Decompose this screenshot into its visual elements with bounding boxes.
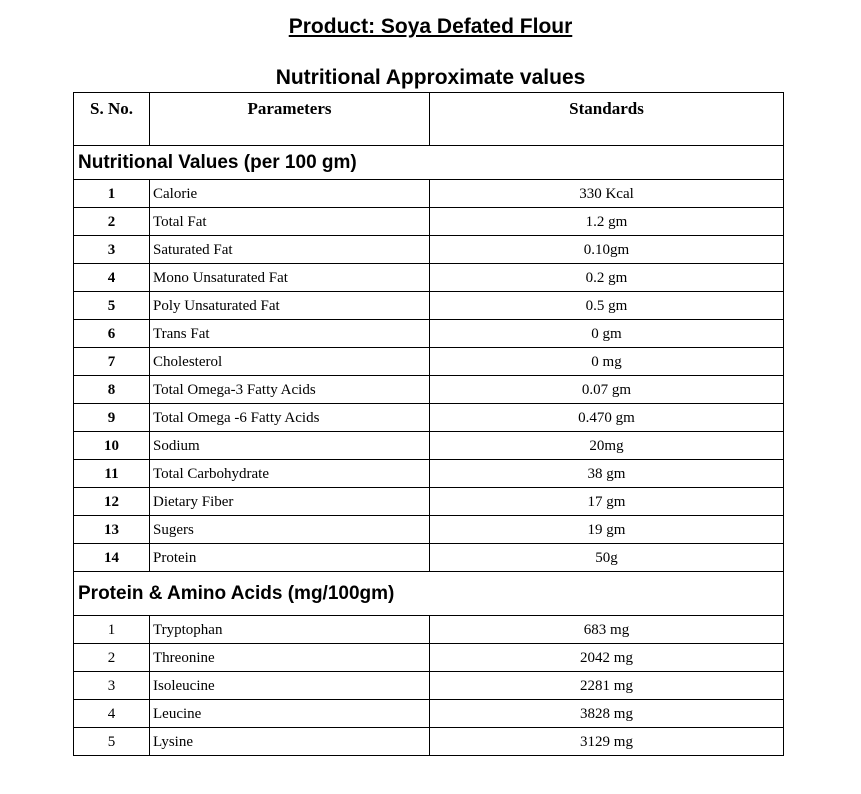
standard-cell: 0 mg — [430, 348, 784, 376]
table-row — [74, 728, 784, 756]
table-row — [74, 180, 784, 208]
parameter-cell: Trans Fat — [150, 320, 430, 348]
parameter-cell: Tryptophan — [150, 616, 430, 644]
table-row — [74, 264, 784, 292]
parameter-cell: Total Omega-3 Fatty Acids — [150, 376, 430, 404]
parameter-cell: Isoleucine — [150, 672, 430, 700]
standard-cell: 330 Kcal — [430, 180, 784, 208]
table-row — [74, 236, 784, 264]
parameter-cell: Mono Unsaturated Fat — [150, 264, 430, 292]
header-standards: Standards — [430, 93, 784, 146]
table-row — [74, 320, 784, 348]
table-row — [74, 516, 784, 544]
table-row — [74, 644, 784, 672]
table-row — [74, 460, 784, 488]
parameter-cell: Threonine — [150, 644, 430, 672]
product-title: Product: Soya Defated Flour — [288, 15, 573, 38]
table-row — [74, 488, 784, 516]
table-row — [74, 616, 784, 644]
header-parameters: Parameters — [150, 93, 430, 146]
standard-cell: 17 gm — [430, 488, 784, 516]
serial-number-cell: 12 — [74, 488, 150, 516]
parameter-cell: Calorie — [150, 180, 430, 208]
serial-number-cell: 3 — [74, 236, 150, 264]
serial-number-cell: 1 — [74, 616, 150, 644]
parameter-cell: Protein — [150, 544, 430, 572]
parameter-cell: Sodium — [150, 432, 430, 460]
standard-cell: 3828 mg — [430, 700, 784, 728]
serial-number-cell: 9 — [74, 404, 150, 432]
table-row — [74, 292, 784, 320]
table-row — [74, 208, 784, 236]
serial-number-cell: 7 — [74, 348, 150, 376]
table-row — [74, 404, 784, 432]
section-title: Protein & Amino Acids (mg/100gm) — [74, 572, 784, 616]
parameter-cell: Poly Unsaturated Fat — [150, 292, 430, 320]
standard-cell: 0.2 gm — [430, 264, 784, 292]
parameter-cell: Cholesterol — [150, 348, 430, 376]
serial-number-cell: 5 — [74, 728, 150, 756]
standard-cell: 38 gm — [430, 460, 784, 488]
standard-cell: 683 mg — [430, 616, 784, 644]
parameter-cell: Total Omega -6 Fatty Acids — [150, 404, 430, 432]
table-row — [74, 348, 784, 376]
parameter-cell: Sugers — [150, 516, 430, 544]
table-title: Nutritional Approximate values — [275, 66, 586, 89]
parameter-cell: Dietary Fiber — [150, 488, 430, 516]
header-sno: S. No. — [74, 93, 150, 146]
parameter-cell: Lysine — [150, 728, 430, 756]
table-header-row — [74, 93, 784, 146]
standard-cell: 1.2 gm — [430, 208, 784, 236]
standard-cell: 50g — [430, 544, 784, 572]
serial-number-cell: 13 — [74, 516, 150, 544]
serial-number-cell: 1 — [74, 180, 150, 208]
serial-number-cell: 5 — [74, 292, 150, 320]
serial-number-cell: 3 — [74, 672, 150, 700]
parameter-cell: Leucine — [150, 700, 430, 728]
serial-number-cell: 8 — [74, 376, 150, 404]
standard-cell: 0 gm — [430, 320, 784, 348]
table-row — [74, 376, 784, 404]
serial-number-cell: 2 — [74, 208, 150, 236]
serial-number-cell: 4 — [74, 700, 150, 728]
section-heading-row — [74, 146, 784, 180]
table-row — [74, 672, 784, 700]
standard-cell: 3129 mg — [430, 728, 784, 756]
table-row — [74, 432, 784, 460]
nutrition-table — [73, 92, 784, 756]
standard-cell: 0.10gm — [430, 236, 784, 264]
standard-cell: 0.470 gm — [430, 404, 784, 432]
standard-cell: 2042 mg — [430, 644, 784, 672]
standard-cell: 20mg — [430, 432, 784, 460]
serial-number-cell: 14 — [74, 544, 150, 572]
table-row — [74, 544, 784, 572]
section-heading-row — [74, 572, 784, 616]
standard-cell: 0.07 gm — [430, 376, 784, 404]
standard-cell: 2281 mg — [430, 672, 784, 700]
serial-number-cell: 4 — [74, 264, 150, 292]
standard-cell: 0.5 gm — [430, 292, 784, 320]
parameter-cell: Saturated Fat — [150, 236, 430, 264]
serial-number-cell: 11 — [74, 460, 150, 488]
table-row — [74, 700, 784, 728]
parameter-cell: Total Carbohydrate — [150, 460, 430, 488]
standard-cell: 19 gm — [430, 516, 784, 544]
section-title: Nutritional Values (per 100 gm) — [74, 146, 784, 180]
serial-number-cell: 10 — [74, 432, 150, 460]
serial-number-cell: 2 — [74, 644, 150, 672]
parameter-cell: Total Fat — [150, 208, 430, 236]
serial-number-cell: 6 — [74, 320, 150, 348]
